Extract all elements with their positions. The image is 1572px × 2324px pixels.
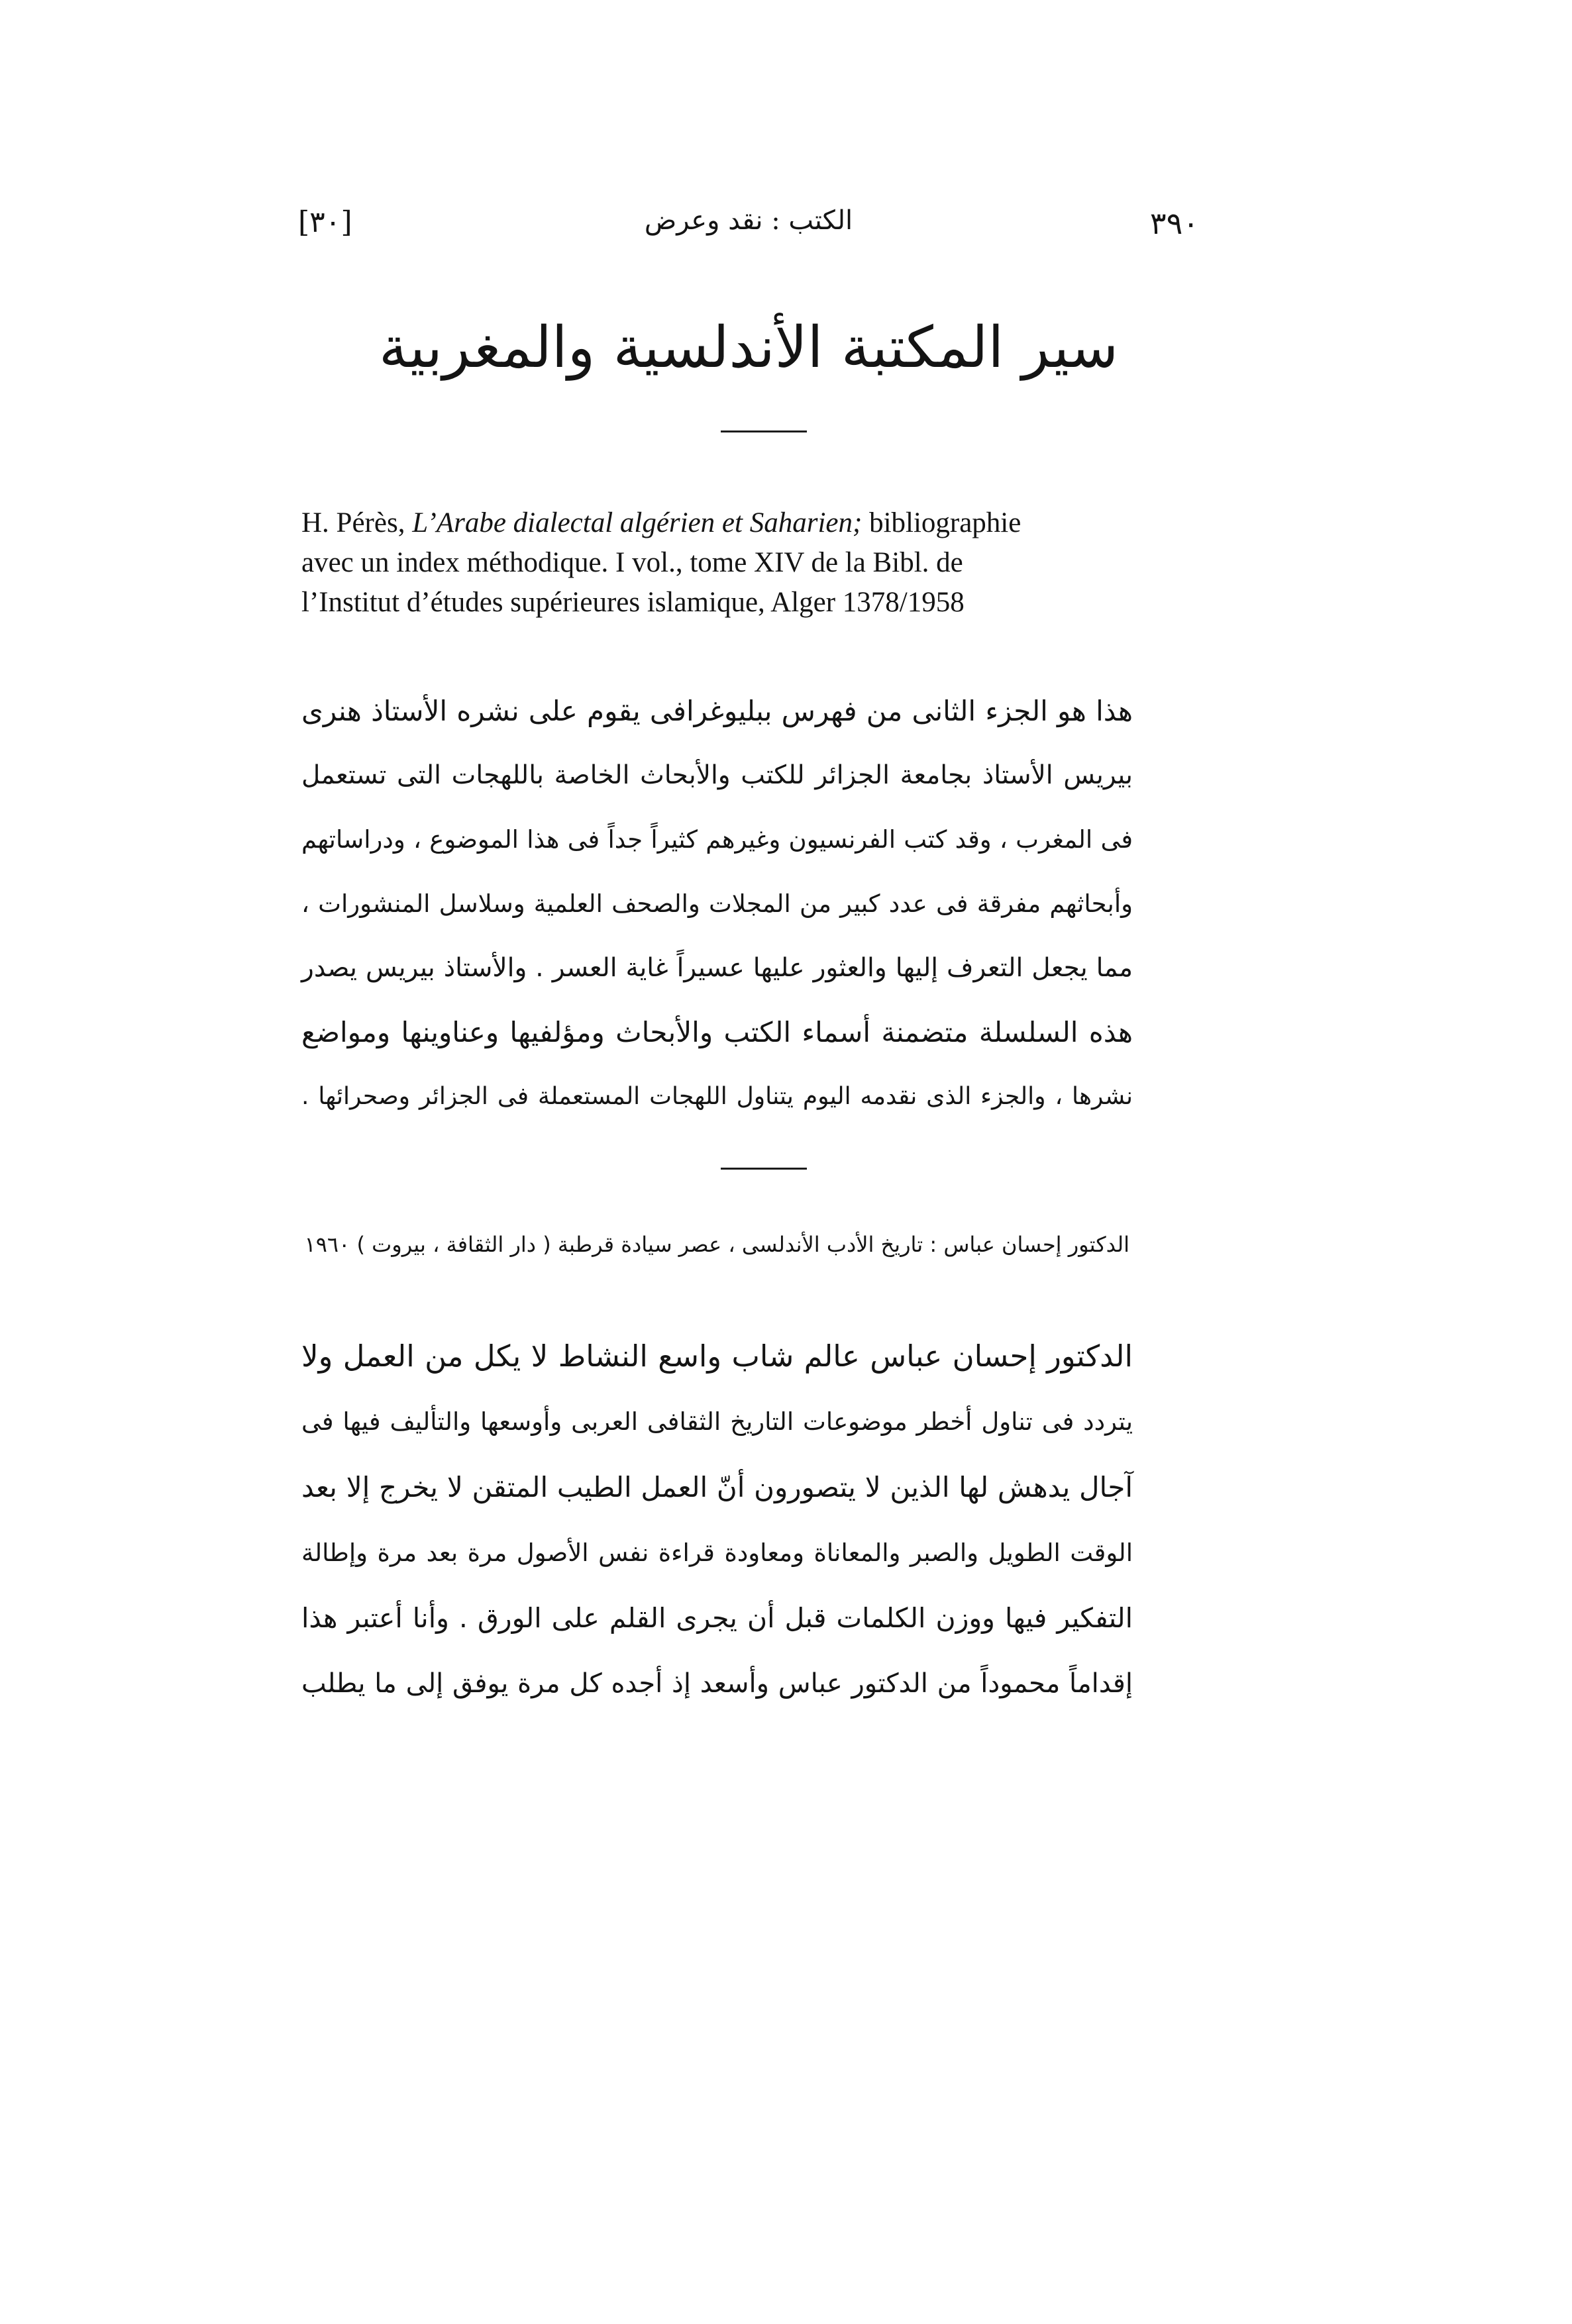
paragraph-line: هذا هو الجزء الثانى من فهرس ببليوغرافى يقوم على نشره الأستاذ هنرى bbox=[301, 695, 1133, 727]
review-paragraph-1 bbox=[301, 679, 1133, 1129]
bibliography-line: avec un index méthodique. I vol., tome XIV de la Bibl. de bbox=[301, 547, 963, 578]
bracket-number: [٣٠] bbox=[298, 205, 352, 239]
page-number: ٣٩٠ bbox=[1149, 205, 1199, 241]
review-paragraph-2 bbox=[301, 1323, 1133, 1717]
paragraph-line: وأبحاثهم مفرقة فى عدد كبير من المجلات والصحف العلمية وسلاسل المنشورات ، bbox=[301, 889, 1133, 918]
paragraph-line: مما يجعل التعرف إليها والعثور عليها عسيراً غاية العسر . والأستاذ بيريس يصدر bbox=[301, 953, 1133, 983]
paragraph-line: الوقت الطويل والصبر والمعاناة ومعاودة قراءة نفس الأصول مرة بعد مرة وإطالة bbox=[301, 1539, 1133, 1567]
paragraph-line: هذه السلسلة متضمنة أسماء الكتب والأبحاث ومؤلفيها وعناوينها ومواضع bbox=[301, 1016, 1133, 1048]
paragraph-line: نشرها ، والجزء الذى نقدمه اليوم يتناول اللهجات المستعملة فى الجزائر وصحرائها . bbox=[301, 1083, 1133, 1110]
paragraph-line: آجال يدهش لها الذين لا يتصورون أنّ العمل الطيب المتقن لا يخرج إلا بعد bbox=[301, 1471, 1133, 1503]
paragraph-line: إقداماً محموداً من الدكتور عباس وأسعد إذ أجده كل مرة يوفق إلى ما يطلب bbox=[301, 1668, 1133, 1699]
section-divider bbox=[721, 430, 807, 432]
paragraph-line: الدكتور إحسان عباس عالم شاب واسع النشاط لا يكل من العمل ولا bbox=[301, 1339, 1133, 1374]
bibliography-book-title: L’Arabe dialectal algérien et Saharien; bbox=[412, 507, 863, 538]
paragraph-line: فى المغرب ، وقد كتب الفرنسيون وغيرهم كثيراً جداً فى هذا الموضوع ، ودراساتهم bbox=[301, 825, 1133, 854]
running-header bbox=[298, 199, 1199, 258]
bibliography-entry bbox=[301, 503, 1123, 623]
paragraph-line: التفكير فيها ووزن الكلمات قبل أن يجرى القلم على الورق . وأنا أعتبر هذا bbox=[301, 1602, 1133, 1634]
paragraph-line: بيريس الأستاذ بجامعة الجزائر للكتب والأبحاث الخاصة باللهجات التى تستعمل bbox=[301, 760, 1133, 790]
section-divider bbox=[721, 1168, 807, 1170]
bibliography-line: l’Institut d’études supérieures islamique, Alger 1378/1958 bbox=[301, 587, 965, 618]
paragraph-line: يتردد فى تناول أخطر موضوعات التاريخ الثقافى العربى وأوسعها والتأليف فيها فى bbox=[301, 1407, 1133, 1436]
section-title: سير المكتبة الأندلسية والمغربية bbox=[378, 315, 1119, 381]
book-reference: الدكتور إحسان عباس : تاريخ الأدب الأندلسى ، عصر سيادة قرطبة ( دار الثقافة ، بيروت ) ١٩٦٠ bbox=[304, 1232, 1129, 1257]
bibliography-line: H. Pérès, L’Arabe dialectal algérien et Saharien; bibliographie bbox=[301, 507, 1022, 538]
running-title: الكتب : نقد وعرض bbox=[644, 205, 853, 236]
